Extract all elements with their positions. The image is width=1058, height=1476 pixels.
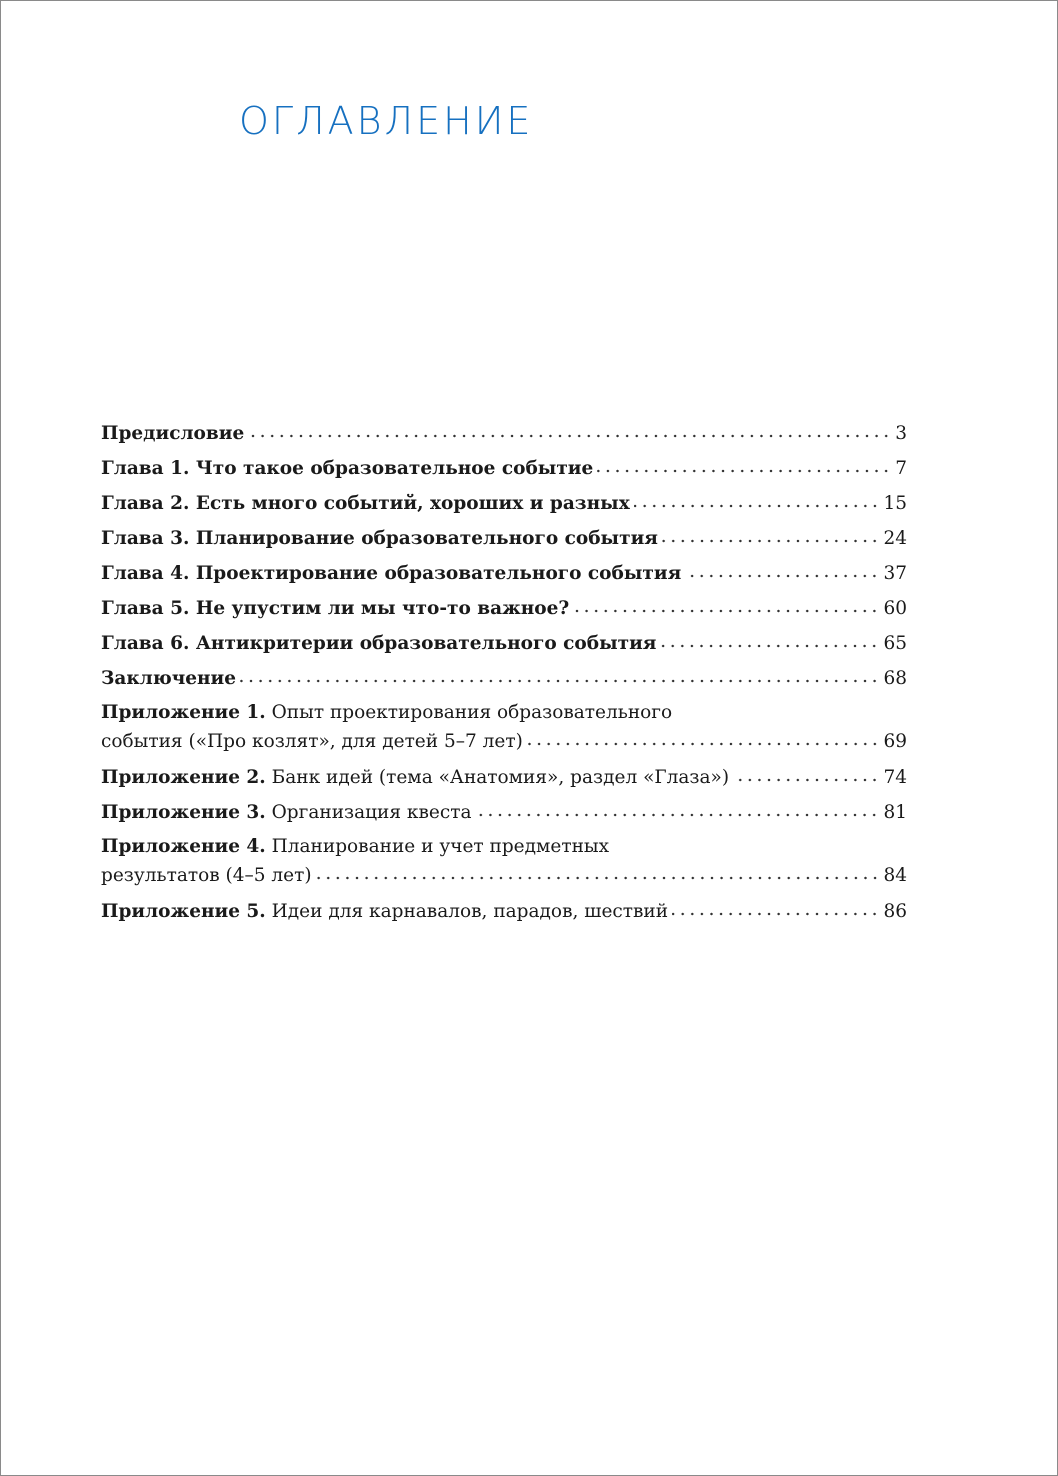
- toc-entry[interactable]: [101, 664, 907, 699]
- page-number: 3: [895, 423, 907, 444]
- entry-title: Предисловие: [101, 423, 245, 444]
- entry-label: Приложение 5.: [101, 901, 266, 922]
- table-of-contents: [101, 419, 907, 932]
- page-number: 74: [883, 767, 907, 788]
- entry-title: Глава 6. Антикритерии образовательного события: [101, 633, 657, 654]
- entry-title: Идеи для карнавалов, парадов, шествий: [265, 901, 669, 922]
- toc-entry[interactable]: [101, 763, 907, 798]
- entry-label: Приложение 1.: [101, 702, 266, 723]
- page-number: 60: [883, 598, 907, 619]
- entry-title: Глава 3. Планирование образовательного события: [101, 528, 658, 549]
- toc-entry[interactable]: [101, 629, 907, 664]
- entry-title: Глава 1. Что такое образовательное событие: [101, 458, 594, 479]
- entry-label: Приложение 4.: [101, 836, 266, 857]
- dot-leader: [672, 911, 879, 917]
- entry-label: Приложение 3.: [101, 802, 266, 823]
- entry-title: Банк идей (тема «Анатомия», раздел «Глаза»): [265, 767, 730, 788]
- page-number: 65: [883, 633, 907, 654]
- entry-label: Приложение 2.: [101, 767, 266, 788]
- page-number: 37: [883, 563, 907, 584]
- entry-title: Заключение: [101, 668, 237, 689]
- entry-title: Глава 5. Не упустим ли мы что-то важное?: [101, 598, 570, 619]
- toc-entry[interactable]: [101, 524, 907, 559]
- dot-leader: [316, 875, 880, 881]
- page-number: 86: [883, 901, 907, 922]
- toc-entry[interactable]: [101, 559, 907, 594]
- page-number: 81: [883, 802, 907, 823]
- dot-leader: [733, 777, 879, 783]
- page-number: 15: [883, 493, 907, 514]
- dot-leader: [597, 468, 891, 474]
- page-title: ОГЛАВЛЕНИЕ: [239, 99, 534, 143]
- toc-entry[interactable]: [101, 897, 907, 932]
- toc-entry[interactable]: [101, 489, 907, 524]
- dot-leader: [248, 433, 891, 439]
- page-number: 69: [883, 731, 907, 752]
- page-number: 24: [883, 528, 907, 549]
- toc-entry[interactable]: [101, 454, 907, 489]
- toc-entry[interactable]: [101, 699, 907, 763]
- dot-leader: [527, 741, 880, 747]
- dot-leader: [634, 503, 880, 509]
- dot-leader: [685, 573, 879, 579]
- toc-entry[interactable]: [101, 833, 907, 897]
- entry-title: Глава 4. Проектирование образовательного события: [101, 563, 682, 584]
- dot-leader: [573, 608, 879, 614]
- entry-title-continued: события («Про козлят», для детей 5–7 лет): [101, 731, 523, 752]
- page-number: 68: [883, 668, 907, 689]
- entry-title: Опыт проектирования образовательного: [265, 702, 673, 723]
- page-number: 7: [895, 458, 907, 479]
- dot-leader: [662, 538, 880, 544]
- page-number: 84: [883, 865, 907, 886]
- entry-title: Планирование и учет предметных: [265, 836, 610, 857]
- dot-leader: [660, 643, 879, 649]
- toc-entry[interactable]: [101, 798, 907, 833]
- toc-entry[interactable]: [101, 419, 907, 454]
- entry-title: Глава 2. Есть много событий, хороших и разных: [101, 493, 630, 514]
- entry-title-continued: результатов (4–5 лет): [101, 865, 312, 886]
- dot-leader: [475, 812, 879, 818]
- dot-leader: [240, 678, 879, 684]
- entry-title: Организация квеста: [265, 802, 472, 823]
- toc-entry[interactable]: [101, 594, 907, 629]
